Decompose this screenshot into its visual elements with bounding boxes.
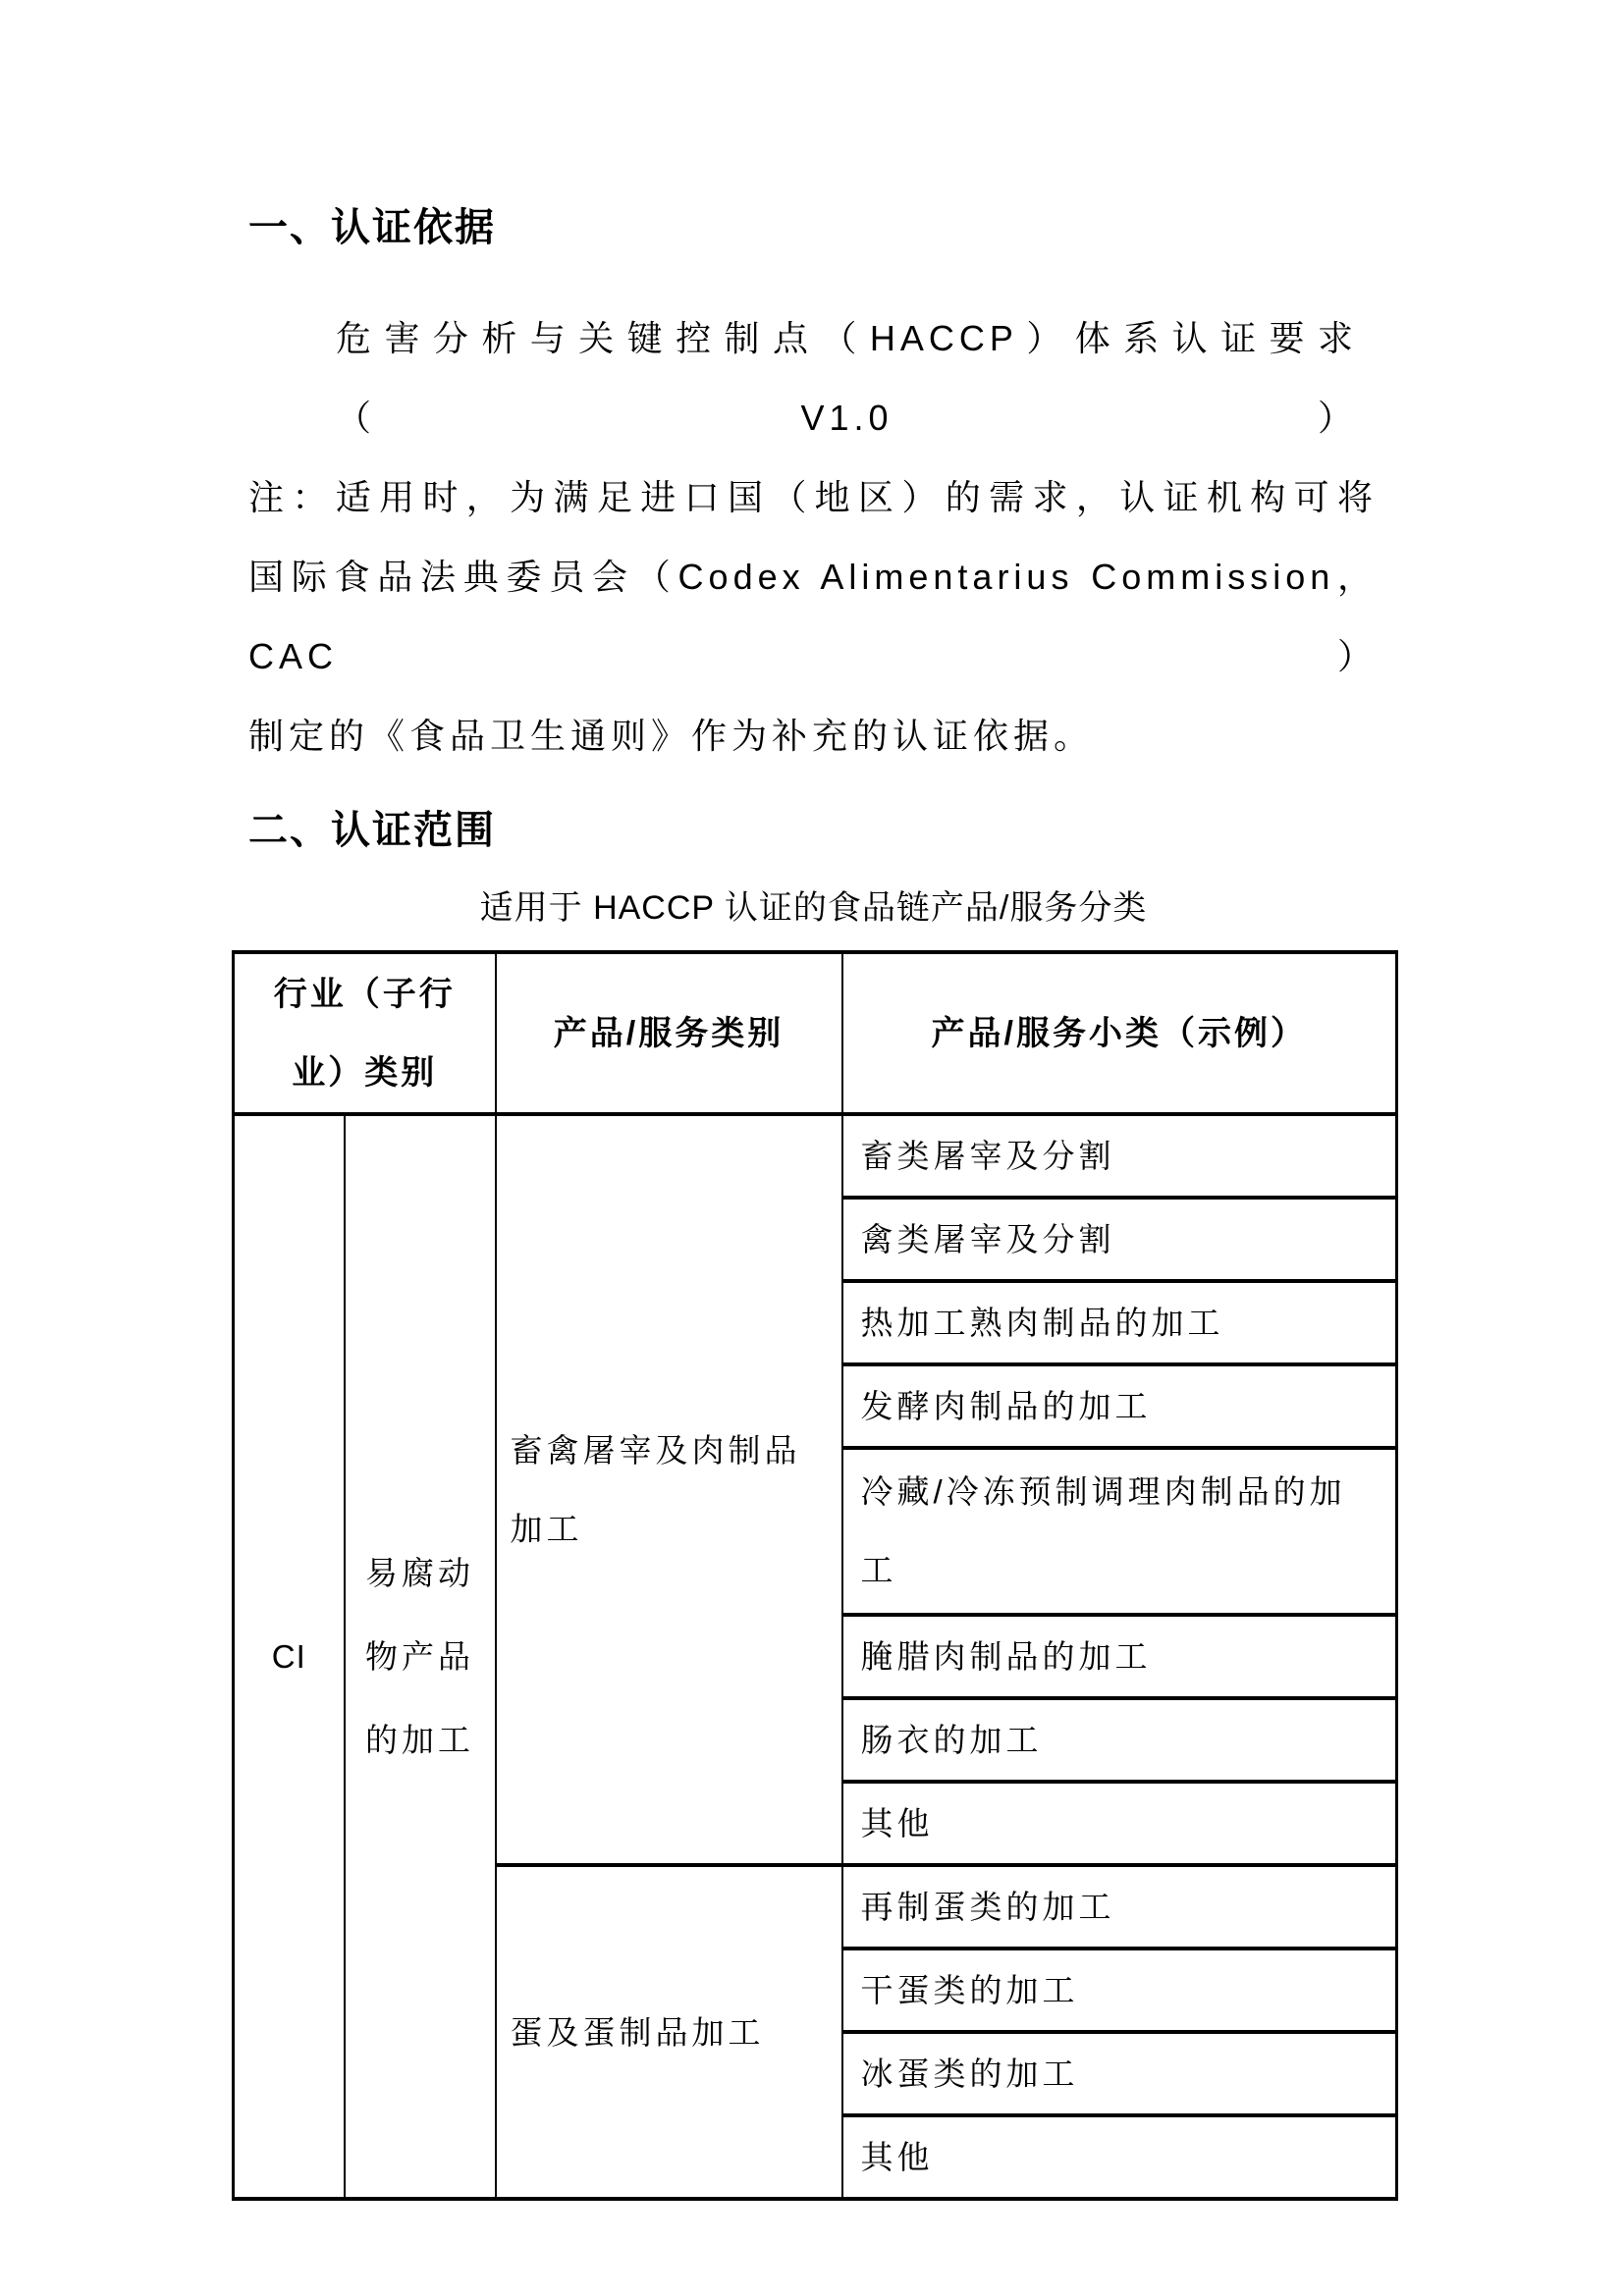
item-cell: 再制蛋类的加工	[842, 1865, 1397, 1949]
item-cell: 畜类屠宰及分割	[842, 1114, 1397, 1198]
paragraph-line-2: 注：适用时，为满足进口国（地区）的需求，认证机构可将	[248, 477, 1378, 517]
header-subcategory-col: 产品/服务小类（示例）	[842, 952, 1397, 1114]
item-cell: 干蛋类的加工	[842, 1949, 1397, 2032]
paragraph-line-1: 危害分析与关键控制点（HACCP）体系认证要求（V1.0）	[336, 318, 1358, 438]
item-cell: 冰蛋类的加工	[842, 2032, 1397, 2115]
item-cell: 发酵肉制品的加工	[842, 1364, 1397, 1448]
item-cell: 冷藏/冷冻预制调理肉制品的加工	[842, 1448, 1397, 1615]
category-cell-egg	[496, 1865, 842, 2199]
header-industry-label: 行业（子行业）类别	[273, 975, 456, 1092]
item-cell: 其他	[842, 1782, 1397, 1865]
section1-paragraph	[232, 298, 1624, 775]
table-caption: 适用于 HACCP 认证的食品链产品/服务分类	[479, 889, 1148, 927]
item-cell: 腌腊肉制品的加工	[842, 1615, 1397, 1698]
industry-code-cell: CI	[234, 1114, 345, 2199]
category-meat-label: 畜禽屠宰及肉制品加工	[510, 1431, 801, 1547]
paragraph-line-3: 国际食品法典委员会（Codex Alimentarius Commission，CAC）	[248, 557, 1378, 676]
section2-heading: 二、认证范围	[248, 809, 496, 852]
section1-heading: 一、认证依据	[248, 206, 496, 249]
classification-table	[232, 950, 1398, 2201]
category-egg-label: 蛋及蛋制品加工	[510, 2014, 765, 2052]
industry-name-cell	[345, 1114, 496, 2199]
table-row	[234, 1114, 1397, 1198]
item-cell: 热加工熟肉制品的加工	[842, 1281, 1397, 1364]
table-header-row	[234, 952, 1397, 1114]
header-category-col: 产品/服务类别	[496, 952, 842, 1114]
industry-name-label: 易腐动物产品的加工	[365, 1555, 474, 1758]
item-cell: 其他	[842, 2115, 1397, 2199]
paragraph-line-4: 制定的《食品卫生通则》作为补充的认证依据。	[248, 716, 1095, 756]
item-cell: 禽类屠宰及分割	[842, 1198, 1397, 1281]
header-industry-col	[234, 952, 496, 1114]
category-cell-meat	[496, 1114, 842, 1865]
item-cell: 肠衣的加工	[842, 1698, 1397, 1782]
